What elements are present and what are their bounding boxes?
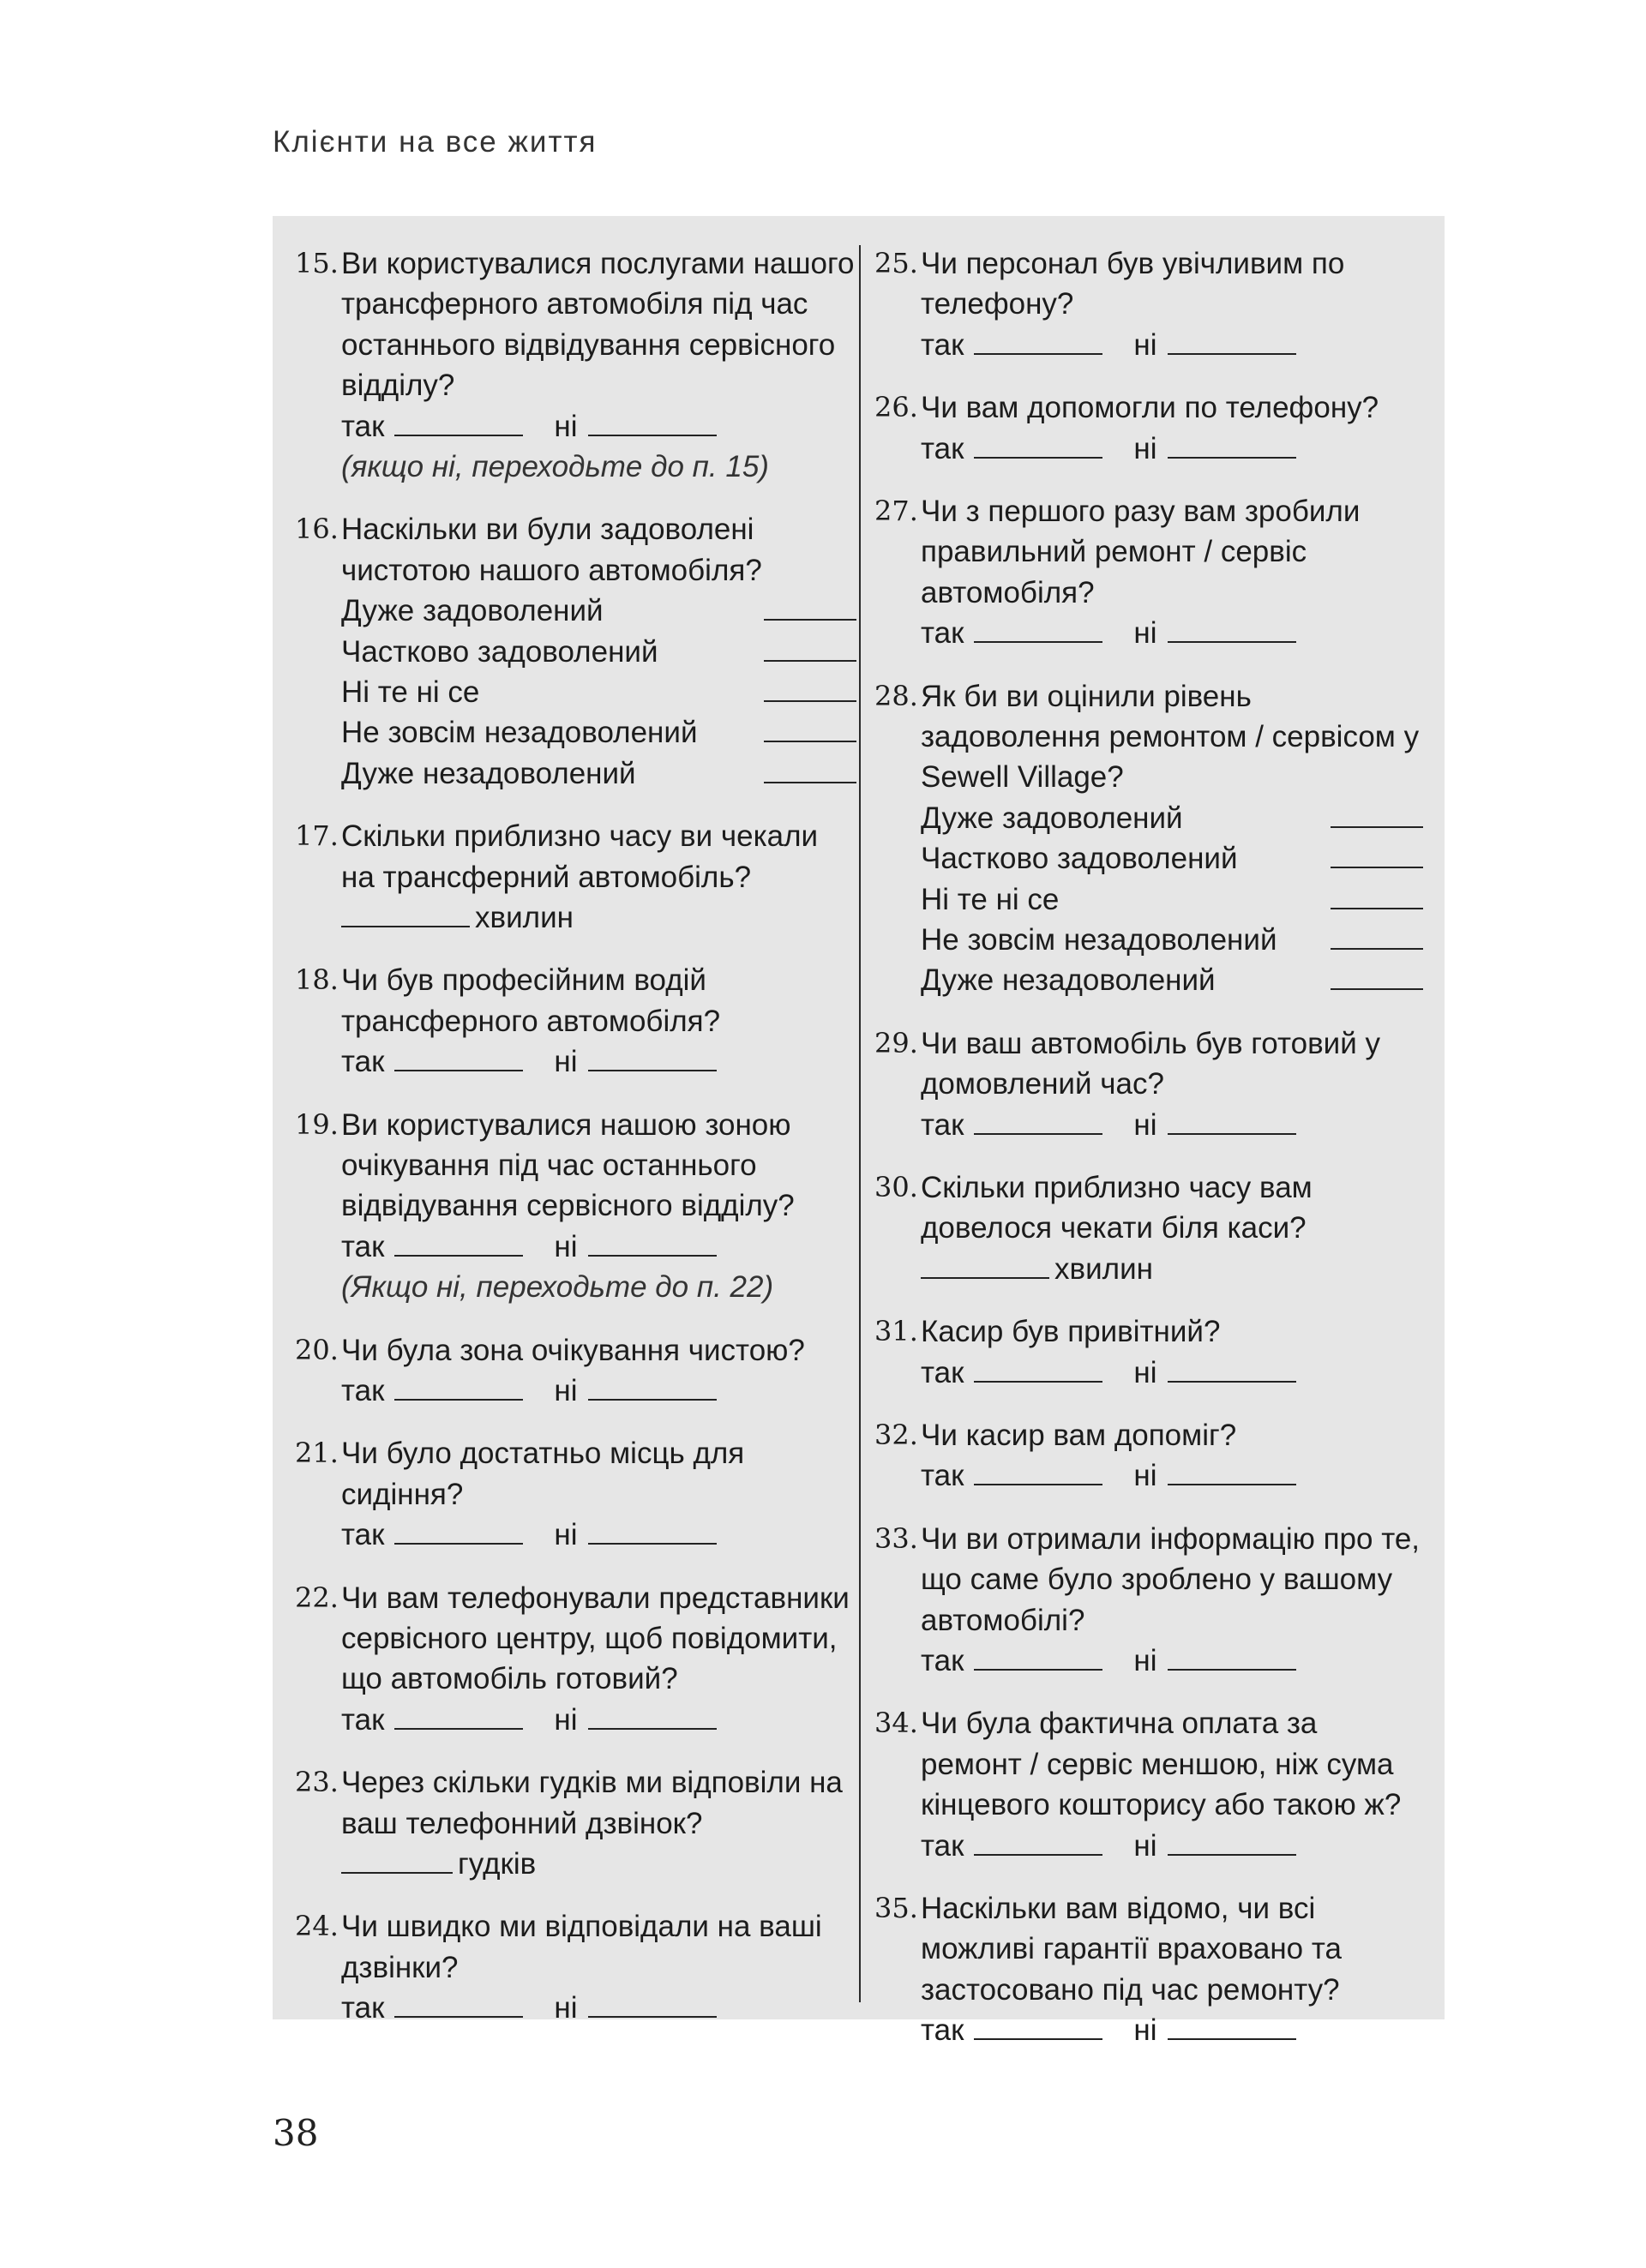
yes-no-row <box>921 613 1423 653</box>
question-number: 32. <box>874 1418 918 1451</box>
yes-label: так <box>341 409 385 443</box>
rating-option-label: Ні те ні се <box>921 882 1060 916</box>
yes-no-row <box>921 1455 1423 1496</box>
no-label: ні <box>1133 2013 1157 2048</box>
unit-label: хвилин <box>475 901 574 934</box>
yes-answer-blank[interactable] <box>394 1701 523 1730</box>
rating-answer-blank[interactable] <box>764 754 856 783</box>
no-answer-blank[interactable] <box>1168 429 1296 459</box>
question-text: Касир був привітний? <box>921 1315 1221 1349</box>
question-text: Через скільки гудків ми відповіли на ваш телефонний дзвінок? <box>341 1766 843 1840</box>
yes-label: так <box>921 616 964 651</box>
rating-option-row <box>341 591 856 631</box>
no-label: ні <box>1133 431 1157 465</box>
question-text: Чи було достатньо місць для сидіння? <box>341 1437 745 1511</box>
rating-option-row <box>921 960 1423 1000</box>
rating-option-row <box>921 798 1423 838</box>
yes-no-row <box>341 1227 856 1267</box>
survey-box <box>273 216 1445 2048</box>
left-column <box>295 243 856 2051</box>
no-label: ні <box>554 409 578 443</box>
yes-answer-blank[interactable] <box>974 1106 1102 1135</box>
yes-no-row <box>341 1371 856 1411</box>
question-number: 33. <box>874 1521 918 1555</box>
question-number: 24. <box>295 1910 339 1943</box>
question-item <box>874 491 1423 654</box>
rating-option-row <box>341 632 856 672</box>
rating-answer-blank[interactable] <box>1331 880 1423 909</box>
yes-label: так <box>341 1702 385 1737</box>
question-item <box>295 1330 856 1412</box>
question-text: Наскільки вам відомо, чи всі можливі гарантії враховано та застосовано під час ремонту? <box>921 1892 1342 2007</box>
no-answer-blank[interactable] <box>1168 2011 1296 2040</box>
yes-label: так <box>341 1045 385 1079</box>
no-answer-blank[interactable] <box>588 1042 717 1071</box>
question-number: 26. <box>874 391 918 424</box>
question-number: 15. <box>295 247 339 279</box>
yes-answer-blank[interactable] <box>394 1042 523 1071</box>
rating-option-row <box>341 753 856 794</box>
yes-answer-blank[interactable] <box>394 1515 523 1545</box>
question-number: 19. <box>295 1107 339 1141</box>
no-answer-blank[interactable] <box>588 1515 717 1545</box>
no-label: ні <box>1133 1107 1157 1142</box>
yes-no-row <box>921 2010 1423 2050</box>
question-item <box>874 1311 1423 1393</box>
question-text: Чи швидко ми відповідали на ваші дзвінки? <box>341 1910 822 1984</box>
question-text: Чи ваш автомобіль був готовий у домовлений час? <box>921 1026 1381 1101</box>
skip-note: (Якщо ні, переходьте до п. 22) <box>341 1270 774 1305</box>
question-item <box>874 1703 1423 1866</box>
question-item <box>295 243 856 487</box>
question-number: 31. <box>874 1315 918 1348</box>
rating-answer-blank[interactable] <box>1331 921 1423 950</box>
question-text: Чи касир вам допоміг? <box>921 1418 1237 1452</box>
question-number: 20. <box>295 1333 339 1366</box>
question-text: Чи був професійним водій трансферного автомобіля? <box>341 963 721 1038</box>
question-number: 21. <box>295 1437 339 1470</box>
rating-option-label: Ні те ні се <box>341 675 480 710</box>
yes-answer-blank[interactable] <box>974 429 1102 459</box>
no-answer-blank[interactable] <box>1168 1456 1296 1485</box>
question-number: 18. <box>295 963 339 997</box>
question-text: Чи вам телефонували представники сервісного центру, щоб повідомити, що автомобіль готовий? <box>341 1581 850 1696</box>
page-number: 38 <box>273 2112 319 2154</box>
rating-option-label: Не зовсім незадоволений <box>921 923 1277 957</box>
yes-answer-blank[interactable] <box>974 1353 1102 1383</box>
skip-note: (якщо ні, переходьте до п. 15) <box>341 450 769 484</box>
question-number: 17. <box>295 819 339 853</box>
no-label: ні <box>554 1702 578 1737</box>
question-item <box>295 1433 856 1555</box>
fill-in-blank[interactable] <box>341 898 470 927</box>
rating-option-label: Не зовсім незадоволений <box>341 716 698 750</box>
fill-in-blank[interactable] <box>921 1250 1049 1279</box>
rating-option-label: Частково задоволений <box>341 634 658 669</box>
question-text: Скільки приблизно часу вам довелося чекати біля каси? <box>921 1170 1313 1245</box>
yes-label: так <box>921 1828 964 1863</box>
question-text: Чи була фактична оплата за ремонт / сервіс меншою, ніж сума кінцевого кошторису або такою ж? <box>921 1707 1402 1822</box>
question-item <box>874 387 1423 469</box>
rating-option-row <box>341 712 856 753</box>
question-item <box>874 1415 1423 1497</box>
rating-option-row <box>341 672 856 712</box>
question-number: 23. <box>295 1766 339 1799</box>
rating-answer-blank[interactable] <box>1331 961 1423 990</box>
yes-answer-blank[interactable] <box>974 2011 1102 2040</box>
question-number: 28. <box>874 679 918 712</box>
yes-no-row <box>921 1826 1423 1866</box>
fill-in-row <box>921 1249 1423 1289</box>
yes-no-row <box>341 1041 856 1082</box>
no-label: ні <box>554 1229 578 1263</box>
question-text: Скільки приблизно часу ви чекали на трансферний автомобіль? <box>341 819 819 894</box>
question-text: Чи вам допомогли по телефону? <box>921 391 1379 425</box>
no-answer-blank[interactable] <box>1168 614 1296 643</box>
question-number: 25. <box>874 247 918 279</box>
question-item <box>874 1888 1423 2051</box>
running-head: Клієнти на все життя <box>273 125 598 159</box>
yes-label: так <box>341 1518 385 1552</box>
no-answer-blank[interactable] <box>588 1701 717 1730</box>
rating-answer-blank[interactable] <box>1331 799 1423 828</box>
yes-label: так <box>341 1991 385 2025</box>
yes-answer-blank[interactable] <box>974 326 1102 355</box>
yes-label: так <box>921 327 964 362</box>
question-text: Наскільки ви були задоволені чистотою нашого автомобіля? <box>341 513 762 587</box>
rating-answer-blank[interactable] <box>1331 839 1423 868</box>
question-number: 22. <box>295 1581 339 1614</box>
rating-option-label: Дуже незадоволений <box>341 756 636 790</box>
no-label: ні <box>1133 1644 1157 1677</box>
question-text: Як би ви оцінили рівень задоволення ремонтом / сервісом у Sewell Village? <box>921 679 1420 795</box>
rating-option-row <box>921 920 1423 960</box>
question-text: Ви користувалися нашою зоною очікування під час останнього відвідування сервісного відділу? <box>341 1107 795 1223</box>
question-item <box>874 1023 1423 1145</box>
no-label: ні <box>554 1518 578 1552</box>
question-item <box>295 1578 856 1741</box>
yes-answer-blank[interactable] <box>974 1827 1102 1856</box>
no-answer-blank[interactable] <box>1168 1641 1296 1671</box>
yes-answer-blank[interactable] <box>974 1641 1102 1671</box>
yes-label: так <box>341 1374 385 1408</box>
question-number: 29. <box>874 1026 918 1059</box>
rating-option-label: Дуже задоволений <box>341 594 604 628</box>
question-number: 27. <box>874 495 918 527</box>
no-label: ні <box>1133 327 1157 362</box>
no-label: ні <box>1133 1355 1157 1389</box>
rating-answer-blank[interactable] <box>764 591 856 621</box>
right-column <box>874 243 1423 2073</box>
yes-no-row <box>921 325 1423 365</box>
fill-in-row <box>341 1844 856 1884</box>
unit-label: гудків <box>458 1847 537 1881</box>
yes-no-row <box>921 429 1423 469</box>
question-item <box>295 509 856 794</box>
no-answer-blank[interactable] <box>588 1371 717 1401</box>
question-item <box>295 816 856 938</box>
no-label: ні <box>1133 616 1157 651</box>
question-item <box>874 1519 1423 1682</box>
no-answer-blank[interactable] <box>1168 1106 1296 1135</box>
question-text: Чи з першого разу вам зробили правильний ремонт / сервіс автомобіля? <box>921 495 1361 609</box>
yes-label: так <box>921 1644 964 1677</box>
yes-label: так <box>921 1459 964 1493</box>
question-item <box>874 1167 1423 1289</box>
question-number: 30. <box>874 1170 918 1203</box>
yes-label: так <box>921 1107 964 1142</box>
no-label: ні <box>1133 1828 1157 1863</box>
question-item <box>295 960 856 1082</box>
yes-answer-blank[interactable] <box>394 1371 523 1401</box>
yes-label: так <box>921 431 964 465</box>
rating-option-label: Частково задоволений <box>921 842 1238 876</box>
fill-in-row <box>341 897 856 938</box>
column-divider <box>859 245 861 2002</box>
question-number: 34. <box>874 1707 918 1740</box>
question-text: Ви користувалися послугами нашого трансферного автомобіля під час останнього відвідування сервісного відділу? <box>341 247 855 403</box>
rating-option-label: Дуже задоволений <box>921 801 1183 835</box>
question-item <box>295 1762 856 1884</box>
yes-label: так <box>921 1355 964 1389</box>
yes-no-row <box>921 1353 1423 1393</box>
yes-answer-blank[interactable] <box>394 1989 523 2018</box>
no-label: ні <box>554 1991 578 2025</box>
yes-no-row <box>341 406 856 447</box>
rating-option-row <box>921 879 1423 920</box>
question-item <box>295 1105 856 1308</box>
yes-label: так <box>341 1229 385 1263</box>
unit-label: хвилин <box>1054 1251 1153 1286</box>
question-text: Чи була зона очікування чистою? <box>341 1333 805 1367</box>
yes-no-row <box>921 1105 1423 1145</box>
no-answer-blank[interactable] <box>1168 1353 1296 1383</box>
yes-label: так <box>921 2013 964 2048</box>
no-answer-blank[interactable] <box>1168 1827 1296 1856</box>
no-answer-blank[interactable] <box>588 407 717 436</box>
yes-answer-blank[interactable] <box>394 1227 523 1257</box>
question-item <box>295 1906 856 2028</box>
no-answer-blank[interactable] <box>1168 326 1296 355</box>
yes-answer-blank[interactable] <box>394 407 523 436</box>
rating-option-row <box>921 838 1423 879</box>
question-text: Чи ви отримали інформацію про те, що саме було зроблено у вашому автомобілі? <box>921 1521 1421 1637</box>
no-answer-blank[interactable] <box>588 1227 717 1257</box>
question-item <box>874 676 1423 1001</box>
no-label: ні <box>554 1374 578 1408</box>
rating-option-label: Дуже незадоволений <box>921 963 1216 998</box>
yes-no-row <box>341 1515 856 1555</box>
fill-in-blank[interactable] <box>341 1845 453 1874</box>
question-number: 35. <box>874 1892 918 1924</box>
rating-answer-blank[interactable] <box>764 713 856 742</box>
rating-answer-blank[interactable] <box>764 673 856 702</box>
yes-answer-blank[interactable] <box>974 614 1102 643</box>
rating-answer-blank[interactable] <box>764 633 856 662</box>
yes-no-row <box>921 1641 1423 1681</box>
question-text: Чи персонал був увічливим по телефону? <box>921 247 1345 321</box>
question-item <box>874 243 1423 365</box>
yes-answer-blank[interactable] <box>974 1456 1102 1485</box>
no-answer-blank[interactable] <box>588 1989 717 2018</box>
yes-no-row <box>341 1700 856 1740</box>
no-label: ні <box>554 1045 578 1079</box>
no-label: ні <box>1133 1459 1157 1493</box>
question-number: 16. <box>295 513 339 546</box>
yes-no-row <box>341 1988 856 2028</box>
